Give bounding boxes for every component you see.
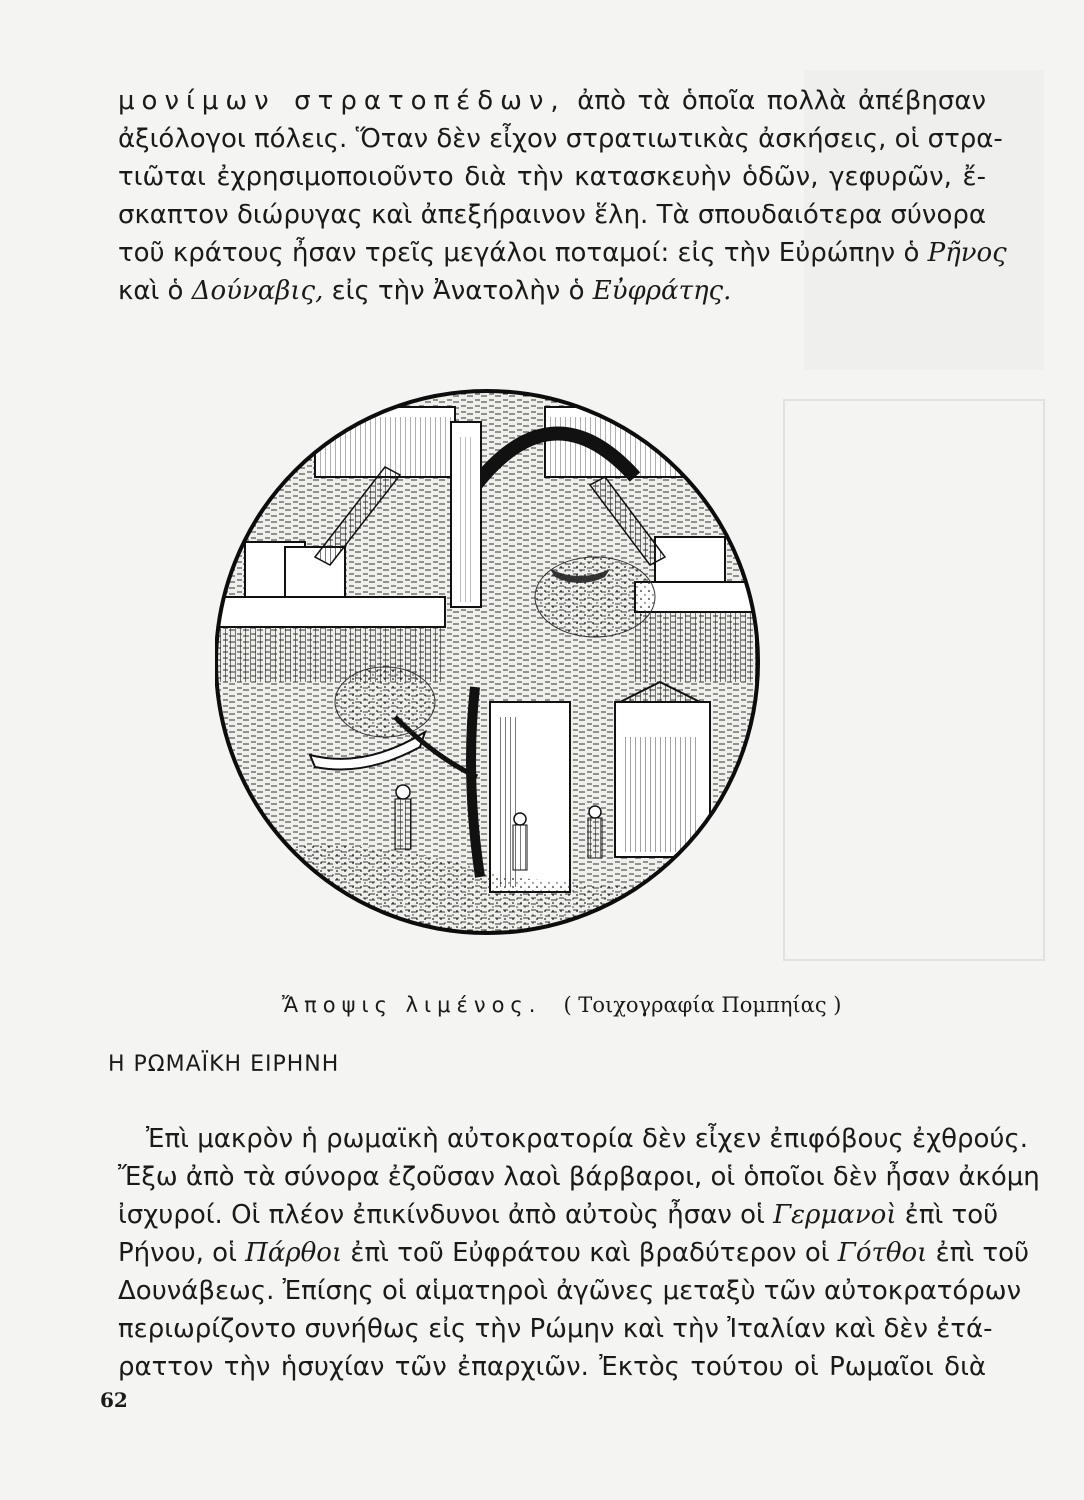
river-name: Εὐφράτης. bbox=[592, 276, 732, 306]
people-name: Γότθοι bbox=[837, 1238, 928, 1268]
text-line: σκαπτον διώρυγας καὶ ἀπεξήραινον ἕλη. Τὰ σπουδαιότερα σύνορα bbox=[118, 200, 986, 230]
section-heading: Η ΡΩΜΑΪΚΗ ΕΙΡΗΝΗ bbox=[108, 1052, 340, 1077]
body-paragraph bbox=[118, 1120, 1040, 1386]
text-line: μονίμων στρατοπέδων, ἀπὸ τὰ ὁποῖα πολλὰ ἀπέβησαν bbox=[118, 86, 987, 116]
text-line: Ἔξω ἀπὸ τὰ σύνορα ἐζοῦσαν λαοὶ βάρβαροι, οἱ ὁποῖοι δὲν ἦσαν ἀκόμη bbox=[118, 1162, 1040, 1192]
text-line: Δουνάβεως. Ἐπίσης οἱ αἱματηροὶ ἀγῶνες μεταξὺ τῶν αὐτοκρατόρων bbox=[118, 1276, 1022, 1306]
people-name: Πάρθοι bbox=[245, 1238, 343, 1268]
text-line: ἰσχυροί. Οἱ πλέον ἐπικίνδυνοι ἀπὸ αὐτοὺς ἦσαν οἱ Γερμανοὶ ἐπὶ τοῦ bbox=[118, 1200, 999, 1230]
river-name: Δούναβις, bbox=[191, 276, 324, 306]
intro-paragraph bbox=[118, 82, 1007, 310]
page-number: 62 bbox=[100, 1388, 128, 1412]
text-line: ἀξιόλογοι πόλεις. Ὅταν δὲν εἶχον στρατιωτικὰς ἀσκήσεις, οἱ στρα- bbox=[118, 124, 1003, 154]
text-line: ραττον τὴν ἡσυχίαν τῶν ἐπαρχιῶν. Ἐκτὸς τούτου οἱ Ρωμαῖοι διὰ bbox=[118, 1352, 986, 1382]
river-name: Ρῆνος bbox=[927, 238, 1007, 268]
text-line: Ἐπὶ μακρὸν ἡ ρωμαϊκὴ αὐτοκρατορία δὲν εἶχεν ἐπιφόβους ἐχθρούς. bbox=[146, 1124, 1028, 1154]
people-name: Γερμανοὶ bbox=[773, 1200, 897, 1230]
text-line: Ρήνου, οἱ Πάρθοι ἐπὶ τοῦ Εὐφράτου καὶ βραδύτερον οἱ Γότθοι ἐπὶ τοῦ bbox=[118, 1238, 1030, 1268]
figure-caption: Ἄποψις λιμένος. ( Τοιχογραφία Πομπηίας ) bbox=[282, 993, 842, 1017]
text-line: τιῶται ἐχρησιμοποιοῦντο διὰ τὴν κατασκευὴν ὁδῶν, γεφυρῶν, ἔ- bbox=[118, 162, 986, 192]
text-line: τοῦ κράτους ἦσαν τρεῖς μεγάλοι ποταμοί: εἰς τὴν Εὐρώπην ὁ Ρῆνος bbox=[118, 238, 1007, 268]
harbor-engraving-figure bbox=[215, 357, 760, 972]
text-line: καὶ ὁ Δούναβις, εἰς τὴν Ἀνατολὴν ὁ Εὐφράτης. bbox=[118, 276, 732, 306]
text-line: περιωρίζοντο συνήθως εἰς τὴν Ρώμην καὶ τὴν Ἰταλίαν καὶ δὲν ἐτά- bbox=[118, 1314, 993, 1344]
